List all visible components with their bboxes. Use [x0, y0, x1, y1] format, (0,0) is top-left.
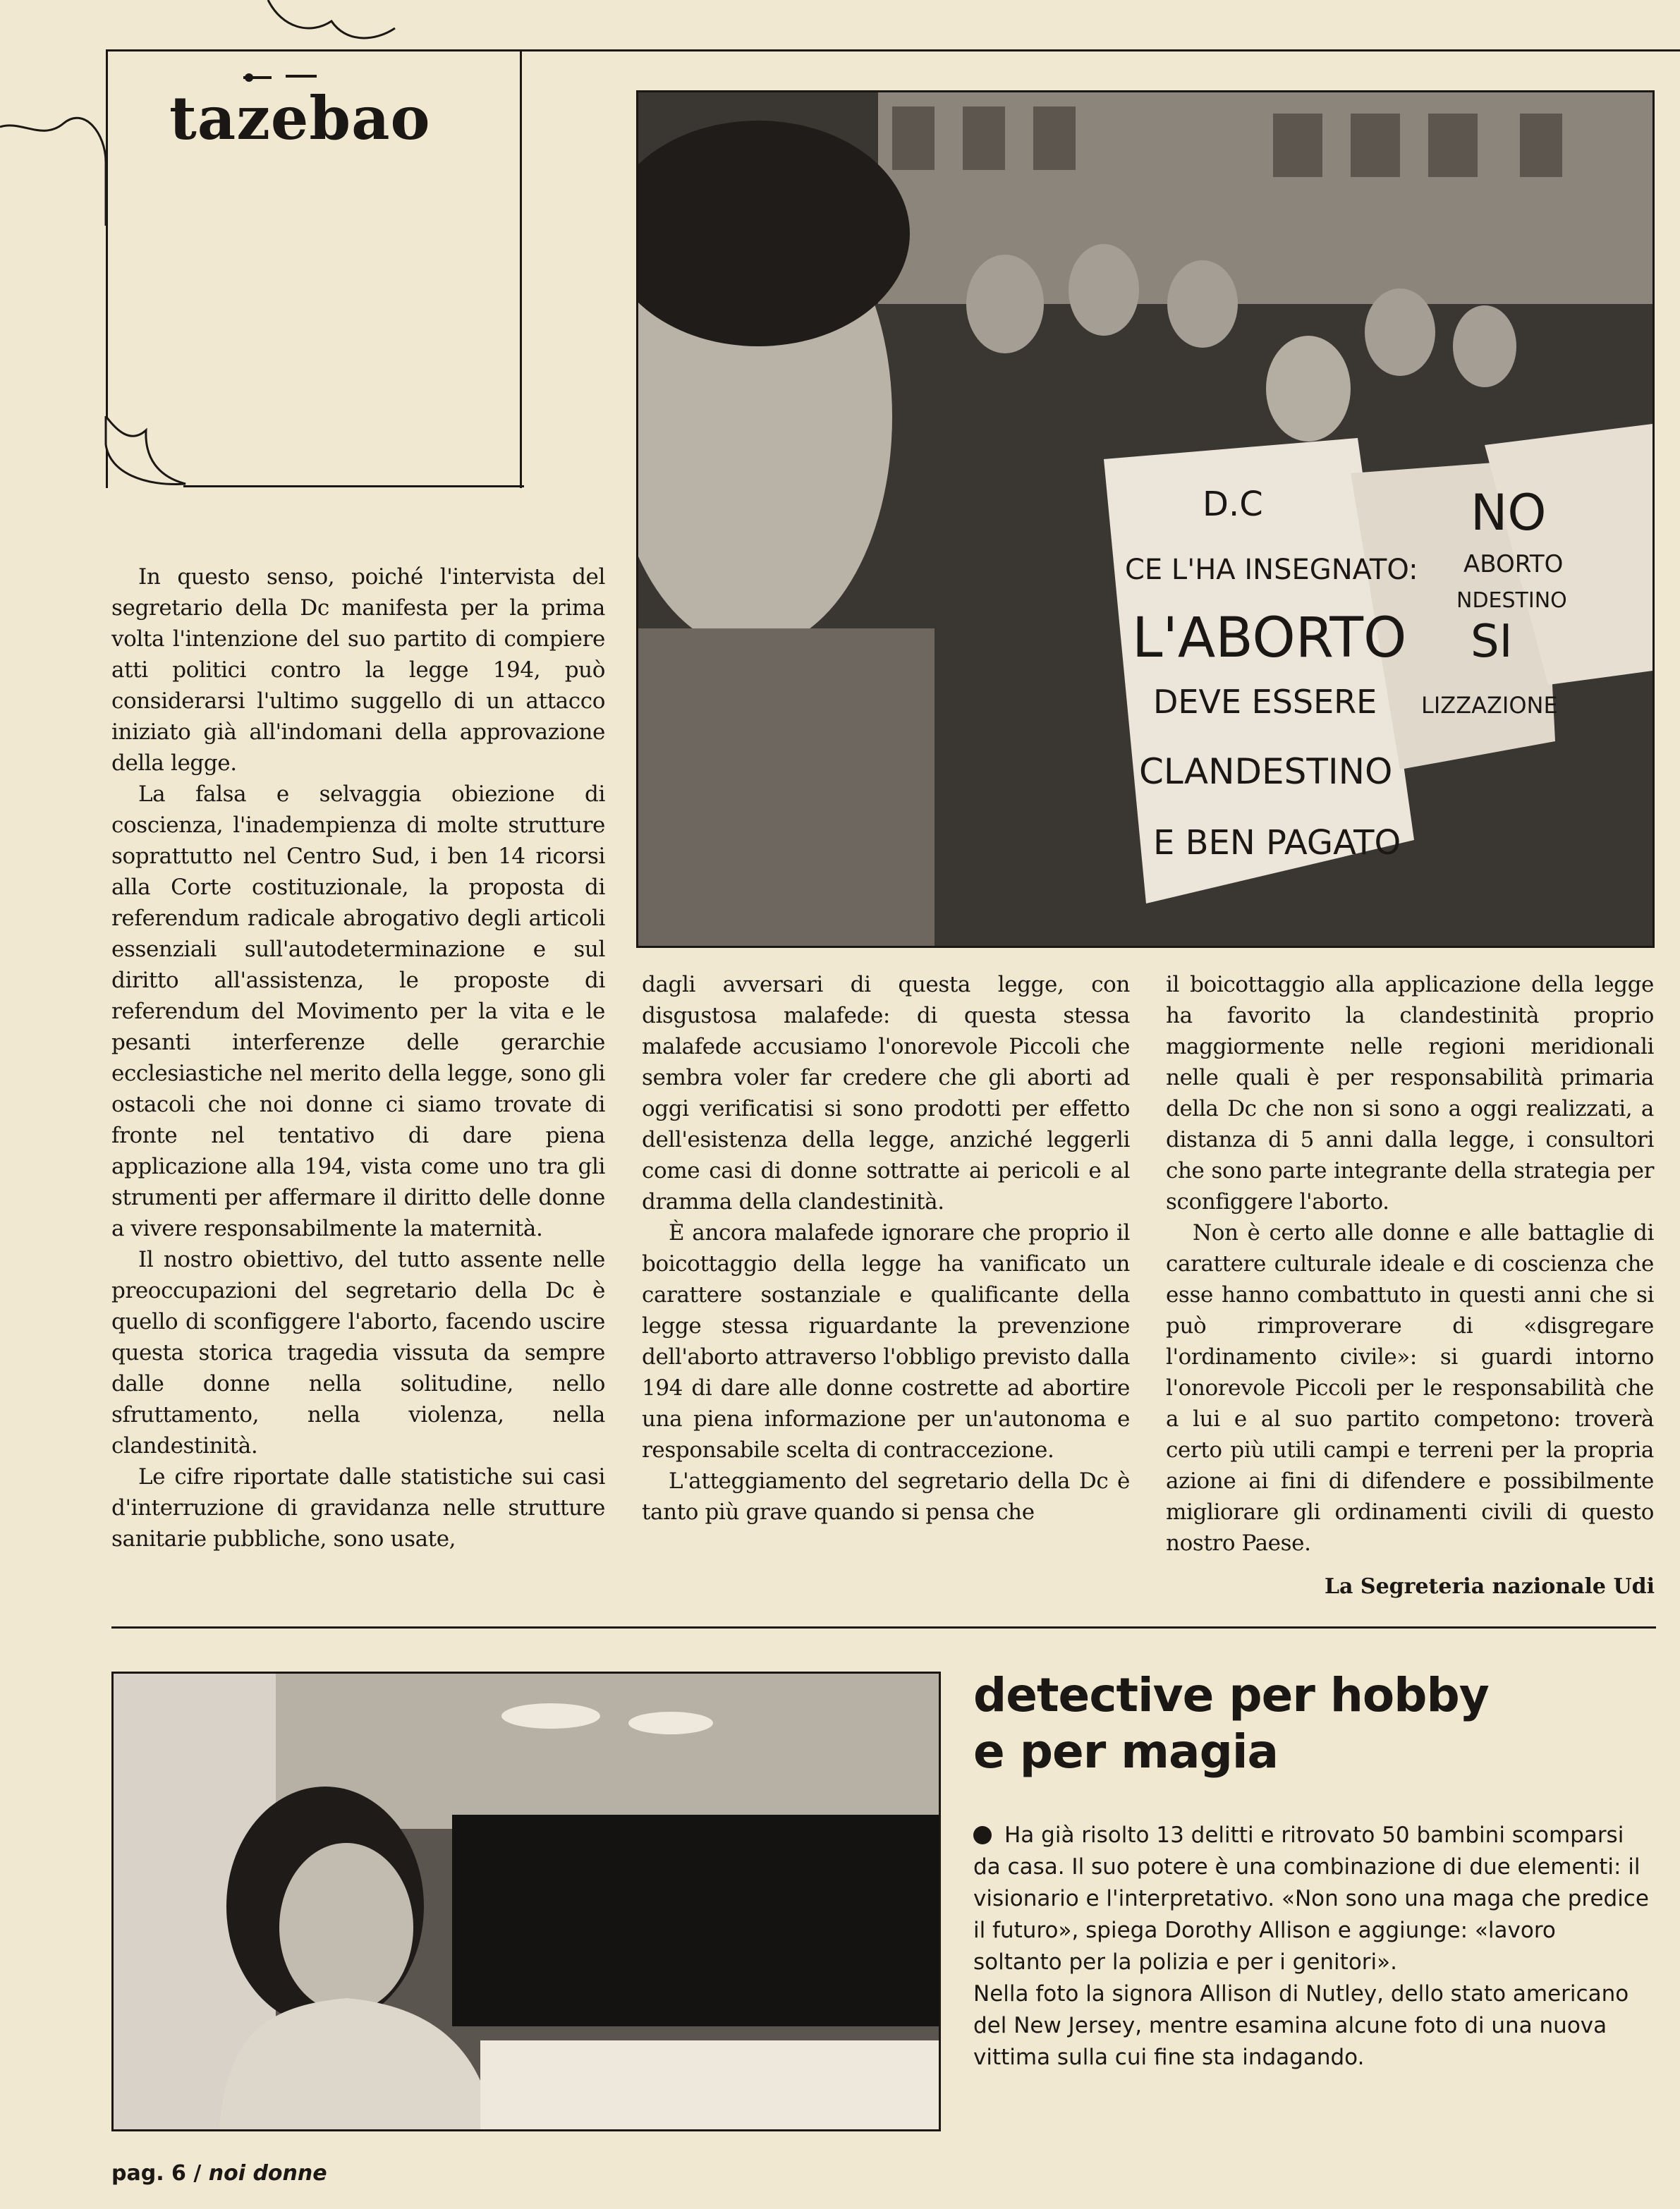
paragraph: Le cifre riportate dalle statistiche sui casi d'interruzione di gravidanza nelle strutture sanitarie pubbliche, sono usate,	[111, 1464, 605, 1552]
section-box-bottom	[183, 485, 524, 487]
article-column-2	[642, 969, 1130, 1528]
headline-line: detective per hobby	[973, 1668, 1489, 1722]
detective-photo-illustration	[114, 1674, 939, 2129]
paragraph: Non è certo alle donne e alle battaglie di carattere culturale ideale e di coscienza che esse hanno combattuto in questi anni che si può rimproverare di «disgregare l'ordinamento civile»: si guardi intorno l'onorevole Piccoli per le responsabilità che a lui e al suo partito competono: troverà certo più utili campi e terreni per la propria azione ai fini di difendere e possibilmente migliorare gli ordinamenti civili di questo nostro Paese.	[1166, 1220, 1654, 1556]
article-column-1	[111, 561, 605, 1554]
page-number: pag. 6 /	[111, 2161, 202, 2186]
headline	[973, 1667, 1650, 1780]
photo-caption: Nella foto la signora Allison di Nutley, dello stato americano del New Jersey, mentre esamina alcune foto di una nuova vittima sulla cui fine sta indagando.	[973, 1981, 1629, 2070]
paragraph: In questo senso, poiché l'intervista del segretario della Dc manifesta per la prima volta l'intenzione del suo partito di compiere atti politici contro la legge 194, può considerarsi l'ultimo suggello di un attacco iniziato già all'indomani della approvazione della legge.	[111, 564, 605, 776]
paragraph: Il nostro obiettivo, del tutto assente nelle preoccupazioni del segretario della Dc è quello di sconfiggere l'aborto, facendo uscire questa storica tragedia vissuta da sempre dalle donne nella solitudine, nello sfruttamento, nella violenza, nella clandestinità.	[111, 1247, 605, 1459]
lead-text	[973, 1820, 1650, 2074]
paragraph: È ancora malafede ignorare che proprio il boicottaggio della legge ha vanificato un carattere sostanziale e qualificante della legge stessa riguardante la prevenzione dell'aborto attraverso l'obbligo previsto dalla 194 di dare alle donne costrette ad abortire una piena informazione per un'autonoma e responsabile scelta di contraccezione.	[642, 1220, 1130, 1463]
banner-line: CLANDESTINO	[1139, 751, 1393, 792]
lead-paragraph: Ha già risolto 13 delitti e ritrovato 50 bambini scomparsi da casa. Il suo potere è una combinazione di due elementi: il visionario e l'interpretativo. «Non sono una maga che predice il futuro», spiega Dorothy Allison e aggiunge: «lavoro soltanto per la polizia e per i genitori».	[973, 1822, 1649, 1975]
banner-line: E BEN PAGATO	[1153, 823, 1401, 863]
banner-line: DEVE ESSERE	[1153, 683, 1377, 721]
article-signature: La Segreteria nazionale Udi	[1324, 1574, 1655, 1599]
page-footer	[111, 2161, 327, 2186]
banner-line: D.C	[1203, 485, 1263, 524]
paragraph: dagli avversari di questa legge, con disgustosa malafede: di questa stessa malafede accusiamo l'onorevole Piccoli che sembra voler far credere che gli aborti ad oggi verificatisi si sono prodotti per effetto dell'esistenza della legge, anziché leggerli come casi di donne sottratte ai pericoli e al dramma della clandestinità.	[642, 972, 1130, 1215]
detective-photo	[111, 1672, 941, 2131]
headline-line: e per magia	[973, 1724, 1278, 1779]
section-divider	[111, 1626, 1656, 1629]
banner-line: CE L'HA INSEGNATO:	[1125, 554, 1418, 586]
page-curl-icon	[102, 416, 194, 494]
protest-photo-illustration	[638, 92, 1652, 946]
paragraph: il boicottaggio alla applicazione della legge ha favorito la clandestinità proprio maggiormente nelle regioni meridionali nelle quali è per responsabilità primaria della Dc che non si sono a oggi realizzati, a distanza di 5 anni dalla legge, i consultori che sono parte integrante della strategia per sconfiggere l'aborto.	[1166, 972, 1654, 1215]
banner-line: LIZZAZIONE	[1421, 692, 1558, 719]
protest-photo	[636, 90, 1655, 948]
article-column-3	[1166, 969, 1654, 1559]
magazine-brand: noi donne	[208, 2161, 327, 2186]
banner-line: SI	[1471, 616, 1513, 668]
section-logo: tazebao	[169, 83, 431, 153]
banner-line: L'ABORTO	[1132, 607, 1407, 670]
bullet-icon	[973, 1826, 992, 1844]
banner-line: ABORTO	[1463, 550, 1564, 578]
paragraph: L'atteggiamento del segretario della Dc è tanto più grave quando si pensa che	[642, 1468, 1130, 1525]
paragraph: La falsa e selvaggia obiezione di coscienza, l'inadempienza di molte strutture soprattutto nel Centro Sud, i ben 14 ricorsi alla Corte costituzionale, la proposta di referendum radicale abrogativo degli articoli essenziali sull'autodeterminazione e sul diritto all'assistenza, le proposte di referendum del Movimento per la vita e le pesanti interferenze delle gerarchie ecclesiastiche nel merito della legge, sono gli ostacoli che noi donne ci siamo trovate di fronte nel tentativo di dare piena applicazione alla 194, vista come uno tra gli strumenti per affermare il diritto delle donne a vivere responsabilmente la maternità.	[111, 781, 605, 1241]
banner-line: NDESTINO	[1456, 588, 1567, 613]
banner-line: NO	[1471, 484, 1547, 542]
